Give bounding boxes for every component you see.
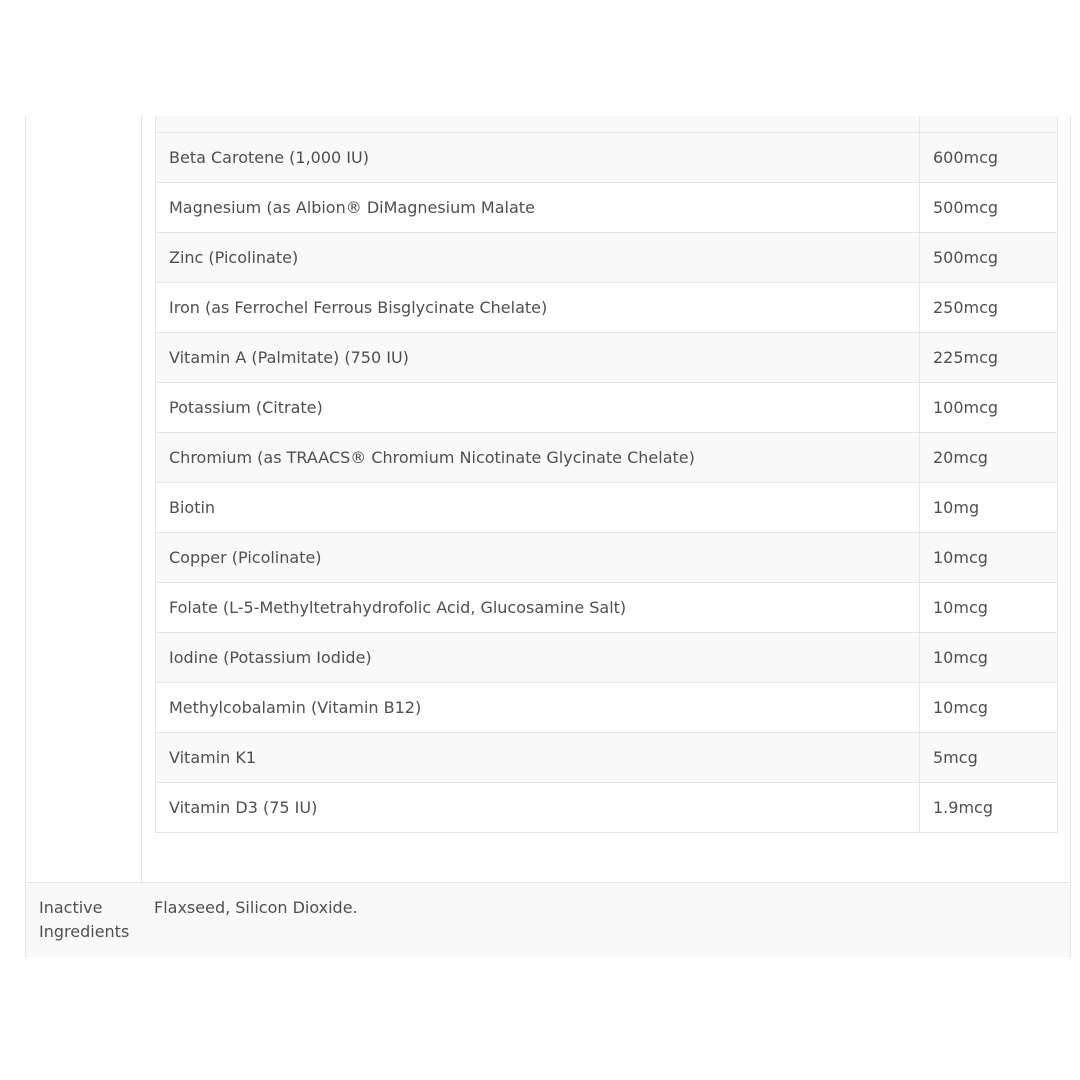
ingredient-name-cell xyxy=(156,116,920,132)
table-row-partial xyxy=(156,116,1058,132)
ingredient-name: Biotin xyxy=(156,482,920,532)
ingredient-amount-cell xyxy=(920,116,1058,132)
ingredient-name: Copper (Picolinate) xyxy=(156,532,920,582)
ingredient-amount: 1.9mcg xyxy=(920,782,1058,832)
column-divider xyxy=(141,116,142,956)
ingredient-name: Vitamin A (Palmitate) (750 IU) xyxy=(156,332,920,382)
table-row xyxy=(156,682,1058,732)
ingredient-amount: 500mcg xyxy=(920,232,1058,282)
ingredient-amount: 20mcg xyxy=(920,432,1058,482)
ingredient-amount: 250mcg xyxy=(920,282,1058,332)
ingredient-name: Iodine (Potassium Iodide) xyxy=(156,632,920,682)
inactive-ingredients-value: Flaxseed, Silicon Dioxide. xyxy=(154,898,358,917)
table-row xyxy=(156,532,1058,582)
table-row xyxy=(156,582,1058,632)
ingredient-amount: 5mcg xyxy=(920,732,1058,782)
ingredient-amount: 10mg xyxy=(920,482,1058,532)
table-row xyxy=(156,332,1058,382)
ingredient-name: Iron (as Ferrochel Ferrous Bisglycinate Chelate) xyxy=(156,282,920,332)
table-row xyxy=(156,232,1058,282)
table-row xyxy=(156,182,1058,232)
ingredient-name: Zinc (Picolinate) xyxy=(156,232,920,282)
inactive-ingredients-label: Inactive Ingredients xyxy=(39,898,130,941)
ingredient-name: Potassium (Citrate) xyxy=(156,382,920,432)
table-row xyxy=(156,782,1058,832)
table-row xyxy=(156,632,1058,682)
ingredient-amount: 600mcg xyxy=(920,132,1058,182)
table-row xyxy=(156,282,1058,332)
ingredient-name: Vitamin D3 (75 IU) xyxy=(156,782,920,832)
table-row xyxy=(156,732,1058,782)
table-row xyxy=(156,482,1058,532)
ingredient-name: Chromium (as TRAACS® Chromium Nicotinate Glycinate Chelate) xyxy=(156,432,920,482)
ingredient-amount: 225mcg xyxy=(920,332,1058,382)
ingredient-amount: 10mcg xyxy=(920,682,1058,732)
ingredient-name: Folate (L-5-Methyltetrahydrofolic Acid, Glucosamine Salt) xyxy=(156,582,920,632)
table-row xyxy=(156,382,1058,432)
ingredient-amount: 10mcg xyxy=(920,532,1058,582)
ingredient-amount: 100mcg xyxy=(920,382,1058,432)
inactive-ingredients-row xyxy=(26,882,1070,957)
ingredient-name: Vitamin K1 xyxy=(156,732,920,782)
ingredient-amount: 500mcg xyxy=(920,182,1058,232)
ingredient-name: Beta Carotene (1,000 IU) xyxy=(156,132,920,182)
ingredient-amount: 10mcg xyxy=(920,632,1058,682)
ingredients-table xyxy=(155,116,1058,833)
ingredient-name: Magnesium (as Albion® DiMagnesium Malate xyxy=(156,182,920,232)
ingredient-name: Methylcobalamin (Vitamin B12) xyxy=(156,682,920,732)
ingredient-amount: 10mcg xyxy=(920,582,1058,632)
table-row xyxy=(156,432,1058,482)
table-row xyxy=(156,132,1058,182)
